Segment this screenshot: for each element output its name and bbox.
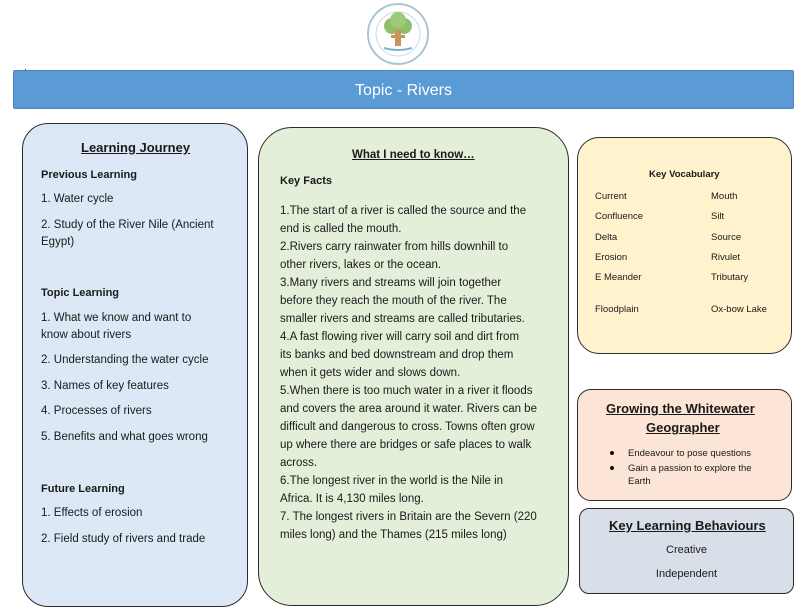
future-learning-heading: Future Learning (41, 483, 125, 495)
vocabulary-word: Rivulet (711, 252, 741, 263)
key-fact-line: 2.Rivers carry rainwater from hills downhill to (280, 241, 509, 253)
key-fact-line: Africa. It is 4,130 miles long. (280, 493, 424, 505)
key-fact-line: miles long) and the Thames (215 miles long) (280, 529, 507, 541)
vocabulary-word: Ox-bow Lake (711, 304, 767, 315)
previous-item: 2. Study of the River Nile (Ancient (41, 219, 214, 231)
key-fact-line: difficult and dangerous to cross. Towns often grow (280, 421, 535, 433)
vocabulary-word: Delta (595, 232, 618, 243)
vocabulary-word: Silt (711, 211, 725, 222)
vocabulary-word: Erosion (595, 252, 628, 263)
key-fact-line: 5.When there is too much water in a river it floods (280, 385, 533, 397)
what-i-need-to-know-title: What I need to know… (352, 149, 475, 161)
behaviour-item: Creative (666, 544, 707, 556)
behaviour-item: Independent (655, 568, 718, 580)
previous-item: 1. Water cycle (41, 193, 114, 205)
topic-item: 4. Processes of rivers (41, 405, 152, 417)
key-fact-line: its banks and bed downstream and drop them (280, 349, 514, 361)
vocabulary-word: Current (595, 191, 627, 202)
geographer-title-line1: Growing the Whitewater (606, 401, 755, 416)
vocabulary-word: Mouth (711, 191, 738, 202)
key-vocabulary-title: Key Vocabulary (649, 169, 720, 180)
vocabulary-word: Floodplain (595, 304, 639, 315)
topic-item: 5. Benefits and what goes wrong (41, 431, 208, 443)
topic-item: know about rivers (41, 329, 132, 341)
key-fact-line: 6.The longest river in the world is the Nile in (280, 475, 504, 487)
vocabulary-word: E Meander (595, 272, 642, 283)
topic-item: 3. Names of key features (41, 380, 169, 392)
key-learning-behaviours-title: Key Learning Behaviours (609, 518, 766, 533)
key-fact-line: 3.Many rivers and streams will join together (280, 277, 502, 289)
vocabulary-word: Confluence (595, 211, 644, 222)
key-fact-line: before they reach the mouth of the river. The (280, 295, 507, 307)
bullet-icon (610, 451, 614, 455)
previous-item: Egypt) (41, 236, 75, 248)
topic-item: 2. Understanding the water cycle (41, 354, 209, 366)
key-fact-line: end is called the mouth. (280, 223, 402, 235)
future-item: 1. Effects of erosion (41, 507, 143, 519)
key-fact-line: smaller rivers and streams are called tributaries. (280, 313, 525, 325)
key-facts-list (280, 202, 537, 544)
key-fact-line: and covers the area around it water. Rivers can be (280, 403, 537, 415)
key-facts-heading: Key Facts (280, 175, 332, 187)
geographer-bullet: Endeavour to pose questions (628, 448, 752, 459)
vocabulary-word: Tributary (711, 272, 749, 283)
key-fact-line: 7. The longest rivers in Britain are the Severn (220 (280, 511, 537, 523)
topic-learning-heading: Topic Learning (41, 287, 120, 299)
bullet-icon (610, 466, 614, 470)
geographer-bullet-continued: Earth (628, 476, 651, 487)
key-fact-line: across. (280, 457, 318, 469)
geographer-bullet: Gain a passion to explore the (628, 463, 752, 474)
previous-learning-heading: Previous Learning (41, 169, 137, 181)
key-fact-line: when it gets wider and slows down. (280, 367, 461, 379)
geographer-title-line2: Geographer (646, 420, 720, 435)
key-fact-line: 1.The start of a river is called the source and the (280, 205, 527, 217)
key-fact-line: 4.A fast flowing river will carry soil and dirt from (280, 331, 520, 343)
key-fact-line: other rivers, lakes or the ocean. (280, 259, 442, 271)
key-fact-line: up where there are bridges or safe places to walk (280, 439, 532, 451)
vocabulary-word: Source (711, 232, 742, 243)
topic-item: 1. What we know and want to (41, 312, 192, 324)
future-item: 2. Field study of rivers and trade (41, 533, 206, 545)
topic-title: Topic - Rivers (355, 82, 452, 99)
school-logo (366, 2, 430, 66)
topic-banner (13, 70, 794, 109)
learning-journey-title: Learning Journey (81, 140, 191, 155)
